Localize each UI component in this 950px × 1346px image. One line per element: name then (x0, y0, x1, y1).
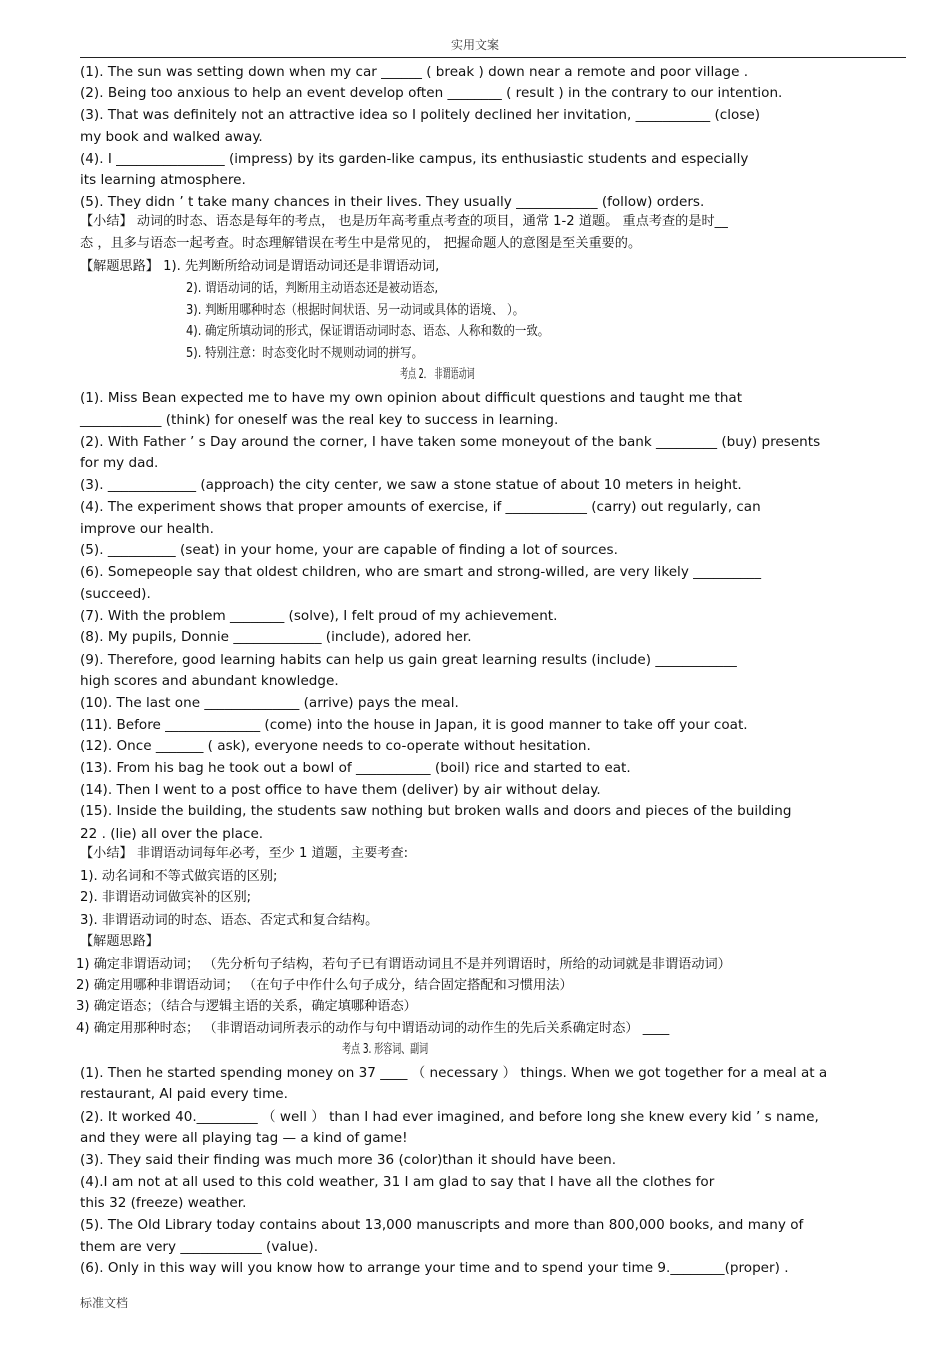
text-line: (10). The last one ______________ (arrive) pays the meal. (80, 695, 459, 711)
text-line: (5). __________ (seat) in your home, your are capable of finding a lot of sources. (80, 542, 618, 558)
text-line: (3). _____________ (approach) the city center, we saw a stone statue of about 10 meters in height. (80, 477, 742, 493)
text-line: 2). 谓语动词的话，判断用主动语态还是被动语态, (186, 281, 439, 296)
text-line: them are very ____________ (value). (80, 1239, 319, 1255)
text-line: (7). With the problem ________ (solve), I felt proud of my achievement. (80, 608, 558, 624)
text-line: (4). The experiment shows that proper amounts of exercise, if ____________ (carry) out regularly, can (80, 499, 761, 515)
text-line: (4).I am not at all used to this cold weather, 31 I am glad to say that I have all the clothes for (80, 1174, 715, 1190)
text-line: 1) 确定非谓语动词； （先分析句子结构，若句子已有谓语动词且不是并列谓语时，所给的动词就是非谓语动词） (76, 957, 731, 972)
text-line: (succeed). (80, 586, 151, 602)
text-line: (6). Only in this way will you know how to arrange your time and to spend your time 9.________(proper) . (80, 1260, 789, 1276)
text-line: improve our health. (80, 521, 214, 537)
text-line: 1). 动名词和不等式做宾语的区别; (80, 869, 278, 884)
text-line: (5). The Old Library today contains about 13,000 manuscripts and more than 800,000 books, and many of (80, 1217, 804, 1233)
header-rule (80, 57, 906, 58)
text-line: 2). 非谓语动词做宾补的区别; (80, 890, 252, 905)
text-line: 5). 特别注意：时态变化时不规则动词的拼写。 (186, 346, 424, 361)
text-line: restaurant, Al paid every time. (80, 1086, 288, 1102)
text-line: 3) 确定语态；（结合与逻辑主语的关系，确定填哪种语态） (76, 999, 417, 1014)
text-line: 【解题思路】 1). 先判断所给动词是谓语动词还是非谓语动词, (80, 259, 440, 274)
text-line: 考点 2． 非谓语动词 (400, 367, 475, 382)
text-line: (3). They said their finding was much more 36 (color)than it should have been. (80, 1152, 617, 1168)
text-line: this 32 (freeze) weather. (80, 1195, 247, 1211)
text-line: 【解题思路】 (80, 934, 159, 949)
text-line: (9). Therefore, good learning habits can help us gain great learning results (include) ____________ (80, 652, 737, 668)
text-line: (2). With Father ’ s Day around the corner, I have taken some moneyout of the bank _________ (buy) presents (80, 434, 821, 450)
text-line: 2) 确定用哪种非谓语动词； （在句子中作什么句子成分，结合固定搭配和习惯用法） (76, 978, 573, 993)
text-line: 3). 非谓语动词的时态、语态、否定式和复合结构。 (80, 913, 379, 928)
text-line: (15). Inside the building, the students saw nothing but broken walls and doors and pieces of the building (80, 803, 792, 819)
text-line: (6). Somepeople say that oldest children, who are smart and strong-willed, are very likely __________ (80, 564, 761, 580)
text-line: (5). They didn ’ t take many chances in their lives. They usually ____________ (follow) orders. (80, 194, 705, 210)
text-line: (12). Once _______ ( ask), everyone needs to co-operate without hesitation. (80, 738, 591, 754)
text-line: (2). Being too anxious to help an event develop often ________ ( result ) in the contrary to our intention. (80, 85, 783, 101)
text-line: 4) 确定用那种时态； （非谓语动词所表示的动作与句中谓语动词的动作生的先后关系确定时态） ____ (76, 1021, 670, 1036)
text-line: (4). I ________________ (impress) by its garden-like campus, its enthusiastic students and especially (80, 151, 749, 167)
text-line: my book and walked away. (80, 129, 263, 145)
page-header: 实用文案 (450, 38, 499, 52)
text-line: (8). My pupils, Donnie _____________ (include), adored her. (80, 629, 472, 645)
text-line: (14). Then I went to a post office to have them (deliver) by air without delay. (80, 782, 601, 798)
text-line: high scores and abundant knowledge. (80, 673, 339, 689)
text-line: ____________ (think) for oneself was the real key to success in learning. (80, 412, 559, 428)
page-footer: 标准文档 (80, 1296, 129, 1310)
text-line: for my dad. (80, 455, 159, 471)
text-line: (1). Then he started spending money on 37 ____ （ necessary ） things. When we got together for a meal at a (80, 1065, 828, 1081)
text-line: 3). 判断用哪种时态（根据时间状语、另一动词或具体的语境、 ）。 (186, 303, 525, 318)
text-line: its learning atmosphere. (80, 172, 246, 188)
text-line: 4). 确定所填动词的形式，保证谓语动词时态、语态、人称和数的一致。 (186, 324, 550, 339)
text-line: (11). Before ______________ (come) into the house in Japan, it is good manner to take off your coat. (80, 717, 748, 733)
text-line: (2). It worked 40._________ （ well ） than I had ever imagined, and before long she knew every kid ’ s name, (80, 1109, 819, 1125)
text-line: (3). That was definitely not an attractive idea so I politely declined her invitation, ___________ (close) (80, 107, 761, 123)
text-line: (1). The sun was setting down when my car ______ ( break ) down near a remote and poor village . (80, 64, 749, 80)
text-line: (1). Miss Bean expected me to have my own opinion about difficult questions and taught me that (80, 390, 743, 406)
text-line: 考点 3. 形容词、副词 (342, 1042, 429, 1057)
text-line: (13). From his bag he took out a bowl of ___________ (boil) rice and started to eat. (80, 760, 631, 776)
text-line: 【小结】 动词的时态、语态是每年的考点， 也是历年高考重点考查的项目，通常 1-2 道题。 重点考查的是时__ (80, 214, 728, 229)
text-line: 22 . (lie) all over the place. (80, 826, 264, 842)
text-line: 态 ，且多与语态一起考查。时态理解错误在考生中是常见的， 把握命题人的意图是至关重要的。 (80, 236, 642, 251)
text-line: 【小结】 非谓语动词每年必考，至少 1 道题，主要考查: (80, 846, 409, 861)
text-line: and they were all playing tag — a kind of game! (80, 1130, 408, 1146)
